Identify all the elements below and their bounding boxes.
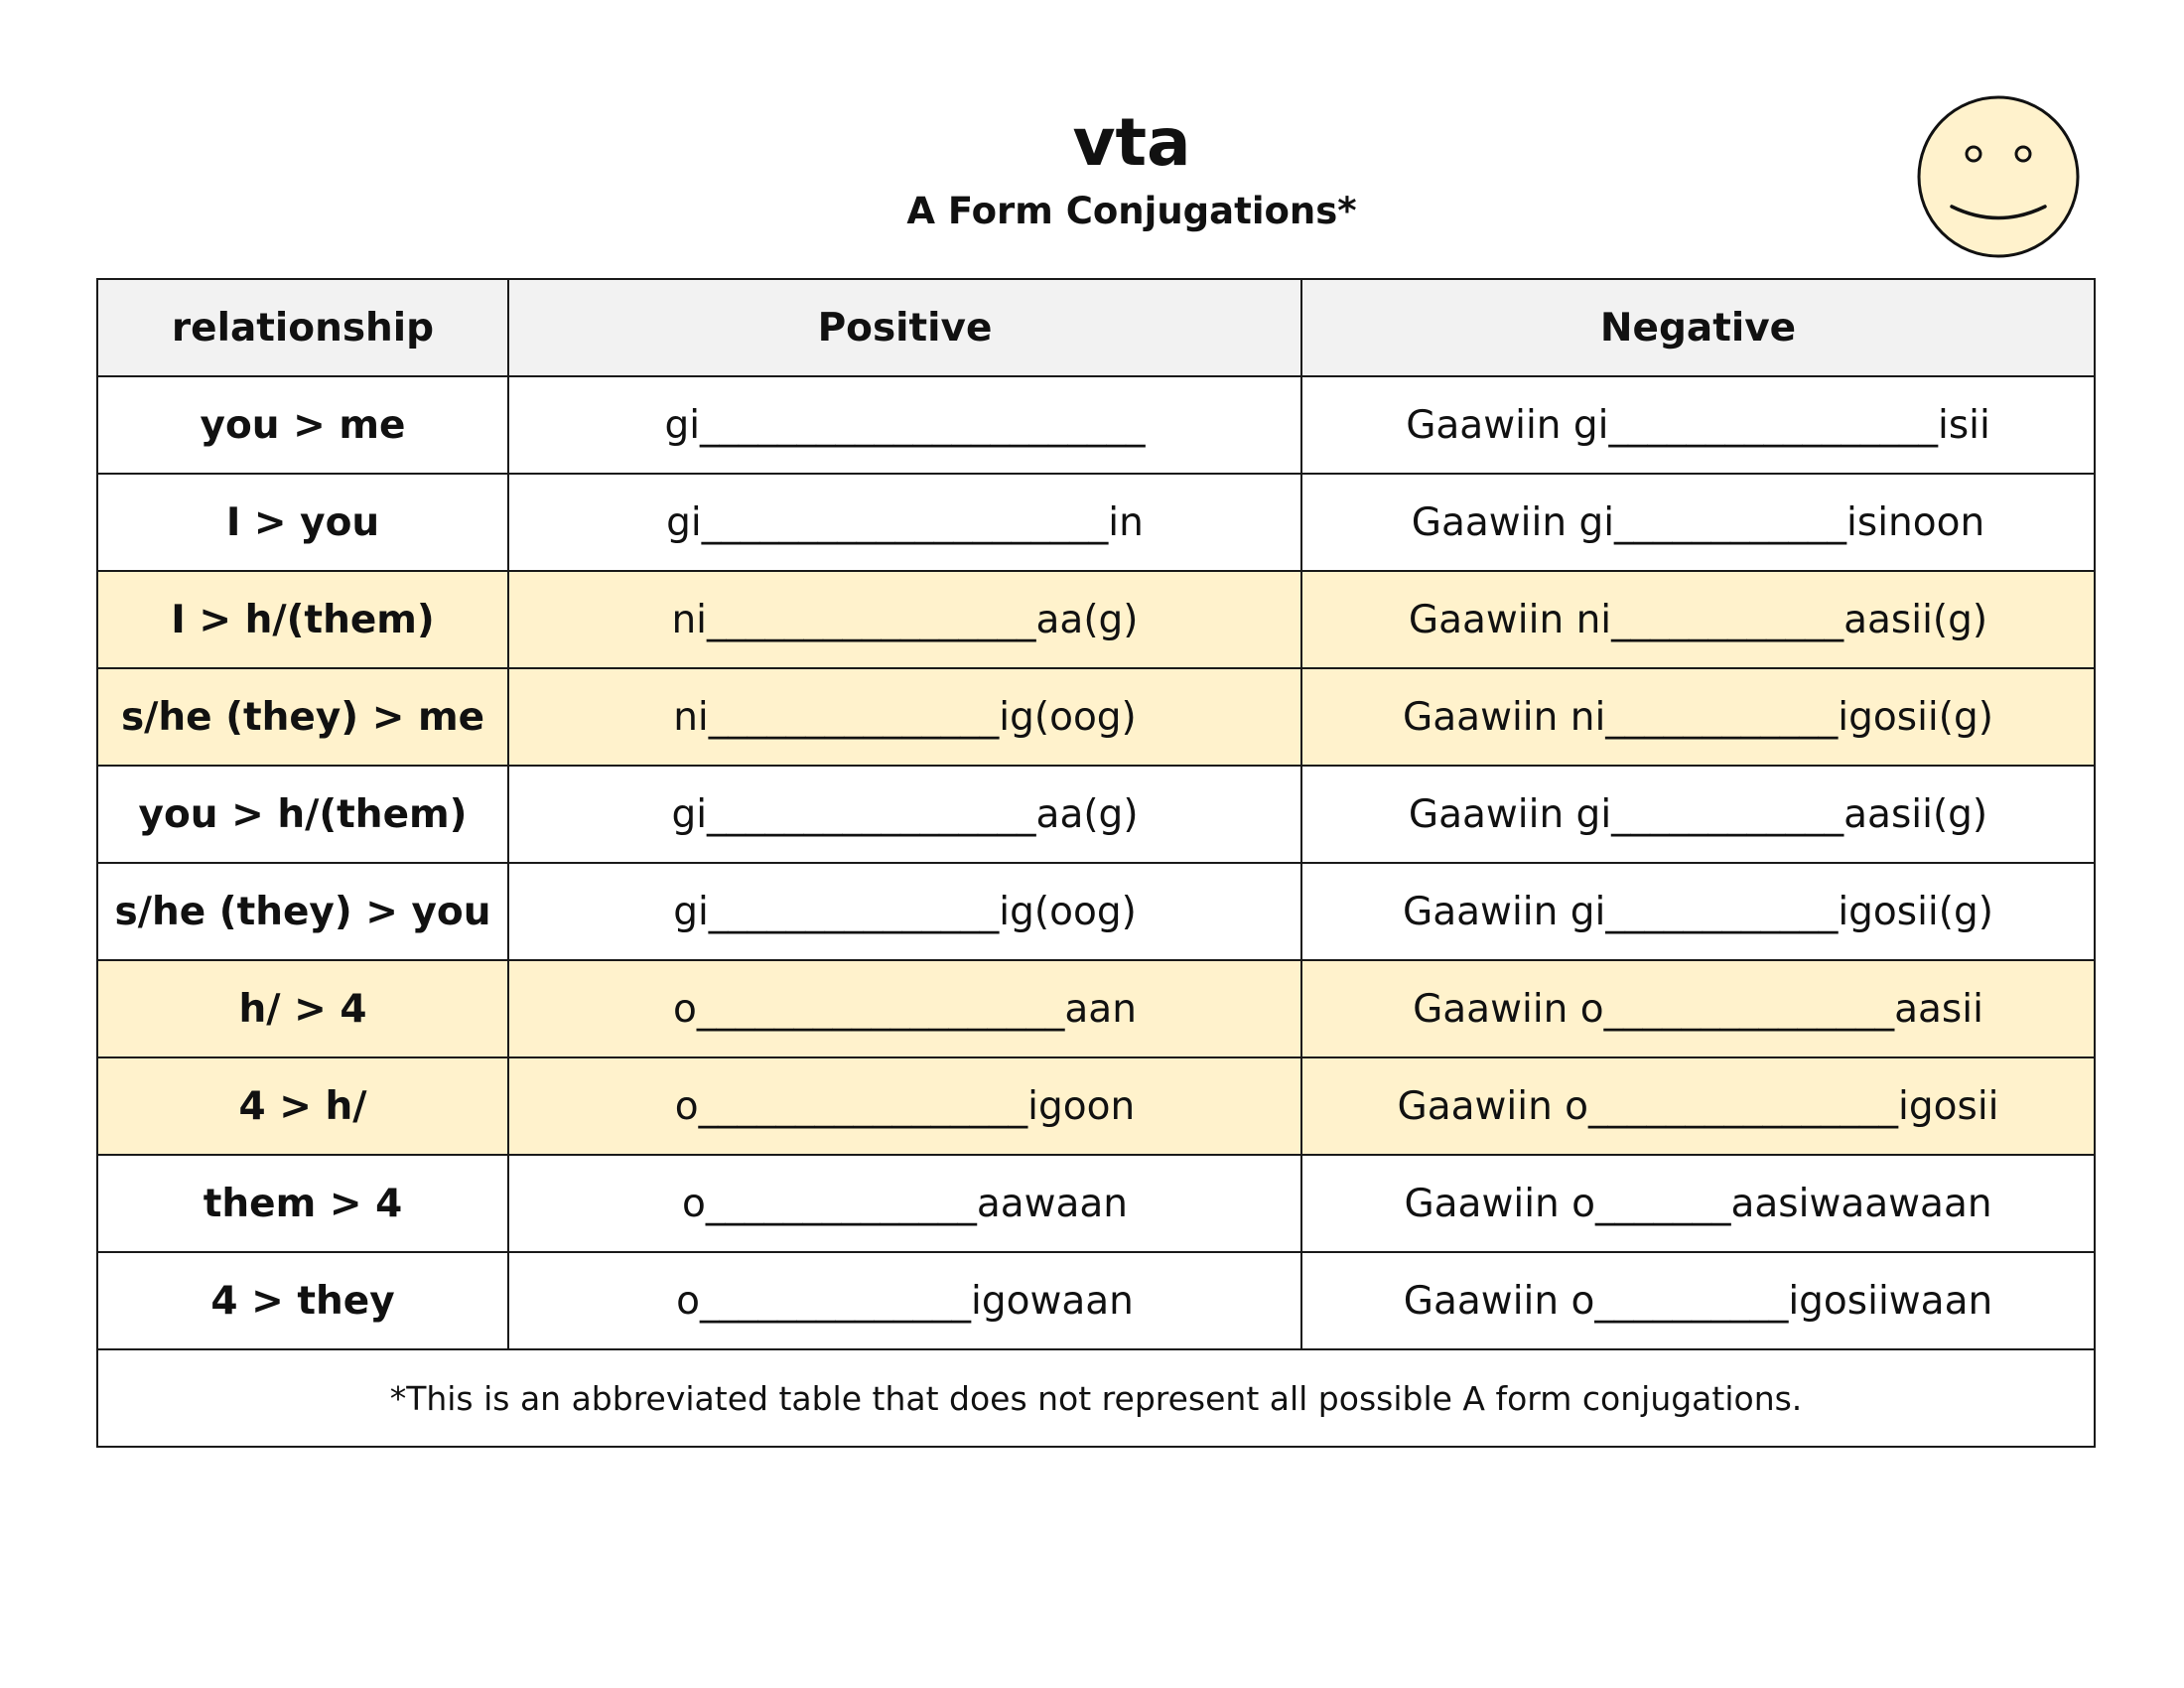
table-row [97,571,2095,668]
relationship-cell: 4 > they [97,1252,508,1349]
header-relationship: relationship [97,279,508,376]
negative-form-cell: Gaawiin ni____________aasii(g) [1301,571,2095,668]
table-footnote: *This is an abbreviated table that does not represent all possible A form conjugations. [97,1349,2095,1447]
positive-form-cell: o______________aawaan [508,1155,1301,1252]
negative-form-cell: Gaawiin o_______________aasii [1301,960,2095,1057]
positive-form-cell: ni_________________aa(g) [508,571,1301,668]
table-header-row [97,279,2095,376]
table-row [97,376,2095,474]
relationship-cell: you > h/(them) [97,766,508,863]
positive-form-cell: gi_____________________in [508,474,1301,571]
relationship-cell: s/he (they) > me [97,668,508,766]
negative-form-cell: Gaawiin o__________igosiiwaan [1301,1252,2095,1349]
table-row [97,1057,2095,1155]
negative-form-cell: Gaawiin o________________igosii [1301,1057,2095,1155]
table-row [97,863,2095,960]
positive-form-cell: gi_______________ig(oog) [508,863,1301,960]
footnote-row [97,1349,2095,1447]
relationship-cell: s/he (they) > you [97,863,508,960]
negative-form-cell: Gaawiin gi____________aasii(g) [1301,766,2095,863]
relationship-cell: them > 4 [97,1155,508,1252]
table-row [97,1252,2095,1349]
positive-form-cell: gi_______________________ [508,376,1301,474]
positive-form-cell: o___________________aan [508,960,1301,1057]
negative-form-cell: Gaawiin o_______aasiwaawaan [1301,1155,2095,1252]
table-row [97,1155,2095,1252]
negative-form-cell: Gaawiin gi____________isinoon [1301,474,2095,571]
relationship-cell: I > h/(them) [97,571,508,668]
positive-form-cell: gi_________________aa(g) [508,766,1301,863]
negative-form-cell: Gaawiin gi____________igosii(g) [1301,863,2095,960]
table-row [97,474,2095,571]
negative-form-cell: Gaawiin ni____________igosii(g) [1301,668,2095,766]
relationship-cell: I > you [97,474,508,571]
smiley-face-icon [1916,94,2081,259]
relationship-cell: h/ > 4 [97,960,508,1057]
negative-form-cell: Gaawiin gi_________________isii [1301,376,2095,474]
relationship-cell: 4 > h/ [97,1057,508,1155]
header-positive: Positive [508,279,1301,376]
positive-form-cell: o_________________igoon [508,1057,1301,1155]
table-row [97,960,2095,1057]
positive-form-cell: ni_______________ig(oog) [508,668,1301,766]
table-row [97,766,2095,863]
page-title: vta [1072,104,1191,181]
page-subtitle: A Form Conjugations* [906,190,1357,232]
relationship-cell: you > me [97,376,508,474]
conjugation-table [96,278,2096,1448]
table-row [97,668,2095,766]
positive-form-cell: o______________igowaan [508,1252,1301,1349]
header-negative: Negative [1301,279,2095,376]
